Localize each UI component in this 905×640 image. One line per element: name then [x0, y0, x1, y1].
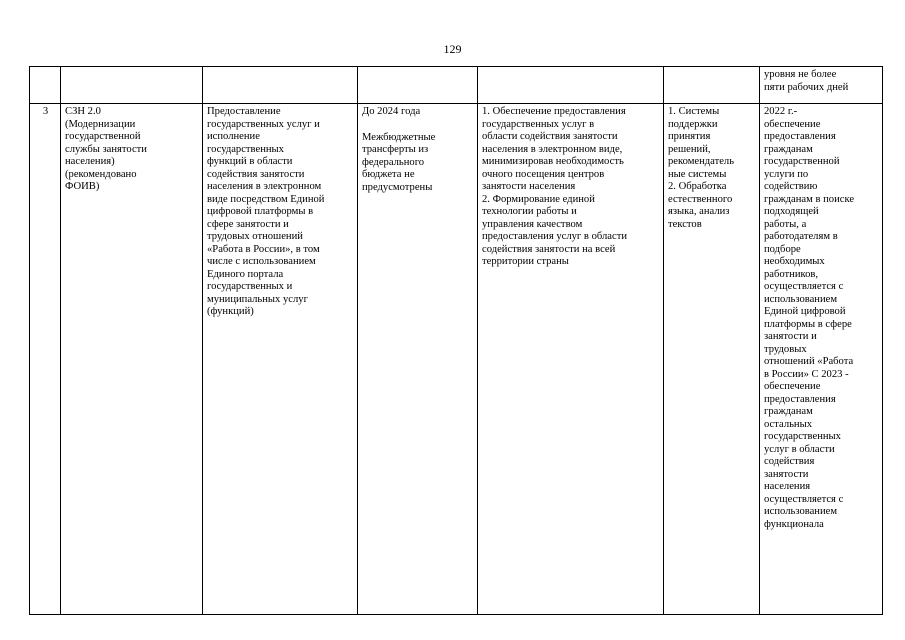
- project-name-cell: [61, 104, 203, 615]
- table-cell: [61, 67, 203, 104]
- project-name: СЗН 2.0 (Модернизации государственной службы занятости населения) (рекомендовано ФОИВ): [65, 106, 147, 192]
- technologies-text: 1. Системы поддержки принятия решений, рекомендатель ные системы 2. Обработка естественного языка, анализ текстов: [668, 106, 735, 230]
- table-cell: [203, 67, 358, 104]
- document-table: [29, 66, 883, 615]
- funding-text: Межбюджетные трансферты из федерального бюджета не предусмотрены: [362, 131, 436, 193]
- row-number-cell: [30, 104, 61, 615]
- description-cell: [203, 104, 358, 615]
- results-text: 2022 г.- обеспечение предоставления гражданам государственной услуги по содействию гражданам в поиске подходящей работы, а работодателям в подборе необходимых работников, осуществляется с использованием Единой цифровой платформы в сфере занятости и трудовых отношений «Работа в России» С 2023 - обеспечение предоставления гражданам остальных государственных услуг в области содействия занятости населения осуществляется с использованием функционала: [764, 106, 855, 530]
- goals-cell: [478, 104, 664, 615]
- table-row: [30, 104, 883, 615]
- table-cell-results-continuation: [760, 67, 883, 104]
- project-description: Предоставление государственных услуг и исполнение государственных функций в области содействия занятости населения в электронном виде посредством Единой цифровой платформы в сфере занятости и трудовых отношений «Работа в России», в том числе с использованием Единого портала государственных и муниципальных услуг (функций): [207, 106, 325, 317]
- technologies-cell: [664, 104, 760, 615]
- results-continuation-text: уровня не более пяти рабочих дней: [764, 69, 849, 93]
- table-row-continuation: [30, 67, 883, 104]
- goals-text: 1. Обеспечение предоставления государственных услуг в области содействия занятости населения в электронном виде, минимизировав необходимость очного посещения центров занятости населения 2. Формирование единой технологии работы и управления качеством предоставления услуг в области содействия занятости на всей территории страны: [482, 106, 627, 267]
- results-cell: [760, 104, 883, 615]
- deadline-text: До 2024 года: [362, 106, 421, 117]
- table-cell: [30, 67, 61, 104]
- page-number: 129: [443, 42, 462, 56]
- deadline-funding-cell: [358, 104, 478, 615]
- table-cell: [478, 67, 664, 104]
- table-cell: [358, 67, 478, 104]
- row-number: 3: [42, 106, 49, 117]
- table-cell: [664, 67, 760, 104]
- spacer: [362, 119, 474, 132]
